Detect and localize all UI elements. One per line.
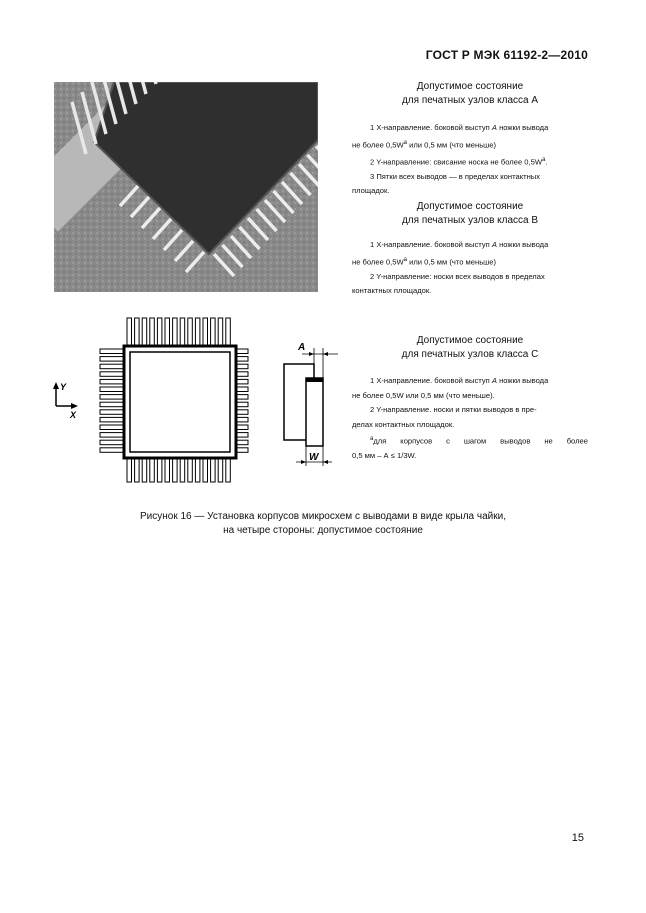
pad-top [157,318,162,348]
class-b-note-1-cont: не более $0,5W^a$ или 0,5 мм (что меньше) [352,256,497,267]
pad-top [188,318,193,348]
pad-top [173,318,178,348]
class-a-note-3: 3 Пятки всех выводов — в пределах контактных [370,171,541,181]
pad-left [100,357,126,362]
pad-bottom [226,456,231,482]
pad-left [100,379,126,384]
dim-w-label: W [309,452,319,463]
pad-top [195,318,200,348]
class-c-note-2-cont: делах контактных площадок. [352,419,455,429]
pad-bottom [211,456,216,482]
page-number: 15 [571,832,584,844]
class-a-note-1-cont: не более $0,5W^a$ или 0,5 мм (что меньше) [352,139,497,150]
figure-caption [80,510,566,537]
pad-left [100,425,126,430]
class-c-title-line2: для печатных узлов класса С [401,349,539,360]
lead-detail-drawing [276,338,346,468]
pad-top [135,318,140,348]
pad-bottom [150,456,155,482]
class-b-title-line1: Допустимое состояние [416,201,524,212]
pad-bottom [188,456,193,482]
pad-top [127,318,132,348]
axis-y-label: Y [60,382,67,392]
class-a-title-line1: Допустимое состояние [416,81,524,92]
class-b-note-1: 1 Х-направление. боковой выступ А ножки вывода [370,240,549,249]
qfp-drawing [98,316,250,484]
pad-bottom [157,456,162,482]
pad-bottom [180,456,185,482]
class-c-footnote: $^a$для корпусов с шагом выводов не более [370,436,588,446]
pad-top [218,318,223,348]
pad-top [180,318,185,348]
pad-bottom [173,456,178,482]
pad-bottom [127,456,132,482]
pad-top [165,318,170,348]
pad-left [100,440,126,445]
pad-left [100,448,126,453]
pad-bottom [135,456,140,482]
figure-caption-line2: на четыре стороны: допустимое состояние [223,524,423,536]
pad-left [100,395,126,400]
class-c-footnote-cont: 0,5 мм – А ≤ 1/3W. [352,451,417,461]
dim-a-label: A [298,342,306,353]
standard-header: ГОСТ Р МЭК 61192-2—2010 [425,48,588,62]
class-a-title [352,80,588,108]
pad-bottom [218,456,223,482]
pad-top [150,318,155,348]
class-a-title-line2: для печатных узлов класса А [401,95,539,106]
pad-left [100,387,126,392]
class-b-note-2: 2 Y-направление: носки всех выводов в пределах [370,271,545,281]
pad-top [203,318,208,348]
pad-left [100,402,126,407]
class-c-note-1-cont: не более 0,5W или 0,5 мм (что меньше). [352,390,495,400]
class-c-title [352,334,588,362]
pad-bottom [195,456,200,482]
pad-bottom [203,456,208,482]
lead-outline [306,378,323,446]
pad-bottom [165,456,170,482]
pad-left [100,433,126,438]
qfp-photo [54,82,318,292]
class-a-note-2: 2 Y-направление: свисание носка не более $0,5W^a$. [370,156,548,167]
pad-bottom [142,456,147,482]
pad-left [100,372,126,377]
class-c-note-2: 2 Y-направление. носки и пятки выводов в пре- [370,405,537,414]
pad-left [100,364,126,369]
class-c-note-1: 1 Х-направление. боковой выступ А ножки вывода [370,376,549,385]
axis-x-label: X [70,410,77,420]
pad-left [100,410,126,415]
pad-left [100,417,126,422]
class-c-notes [352,374,588,464]
class-b-title-line2: для печатных узлов класса В [401,215,539,226]
class-c-title-line1: Допустимое состояние [416,335,524,346]
class-b-note-2-cont: контактных площадок. [352,286,432,296]
pad-top [226,318,231,348]
class-a-notes [352,121,588,199]
class-a-note-1: 1 Х-направление. боковой выступ А ножки вывода [370,123,549,132]
class-b-notes [352,238,588,299]
package-body-inner [130,352,230,452]
pad-top [142,318,147,348]
figure-caption-line1: Рисунок 16 — Установка корпусов микросхем с выводами в виде крыла чайки, [140,511,506,522]
pad-left [100,349,126,354]
class-b-title [352,200,588,228]
axis-indicator [46,378,86,422]
pad-top [211,318,216,348]
class-a-note-3-cont: площадок. [352,186,390,196]
